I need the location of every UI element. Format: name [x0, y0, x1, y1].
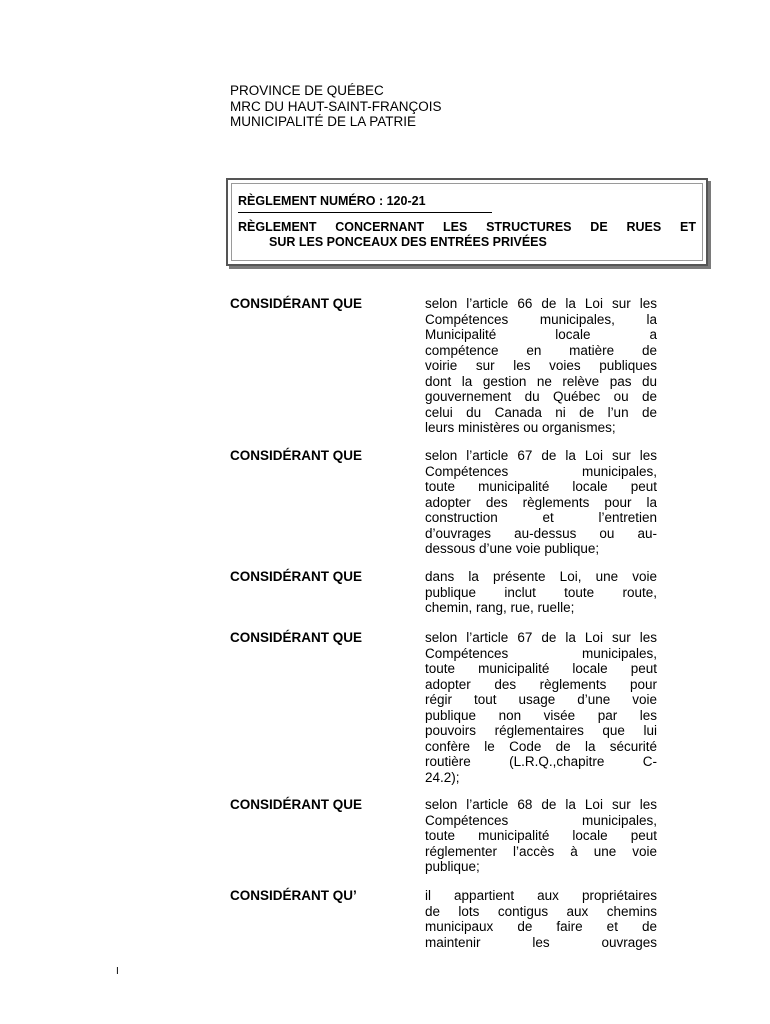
clause-text — [425, 797, 657, 875]
clause-text — [425, 569, 657, 616]
clause-line: toute municipalité locale peut — [425, 479, 657, 494]
clause-line: Municipalité locale a — [425, 327, 657, 342]
header-mrc: MRC DU HAUT-SAINT-FRANÇOIS — [230, 98, 442, 114]
clause-line: confère le Code de la sécurité — [425, 738, 657, 754]
header-province: PROVINCE DE QUÉBEC — [230, 83, 384, 98]
clause-label: CONSIDÉRANT QU’ — [230, 888, 357, 903]
clause-line: leurs ministères ou organismes; — [425, 420, 616, 435]
clause-line: réglementer l’accès à une voie — [425, 843, 657, 859]
regulation-title-line-2: SUR LES PONCEAUX DES ENTRÉES PRIVÉES — [269, 235, 547, 249]
clause-line: régir tout usage d’une voie — [425, 692, 657, 707]
clause-line: Compétences municipales, la — [425, 311, 657, 327]
clause-text — [425, 296, 657, 436]
regulation-number: RÈGLEMENT NUMÉRO : 120-21 — [238, 194, 426, 208]
clause-line: publique inclut toute route, — [425, 584, 657, 600]
clause-line: Compétences municipales, — [425, 645, 657, 661]
clause-label: CONSIDÉRANT QUE — [230, 797, 363, 812]
clause-line: adopter des règlements pour la — [425, 494, 657, 510]
clause-line: pouvoirs réglementaires que lui — [425, 723, 657, 738]
clause-line: voirie sur les voies publiques — [425, 358, 657, 373]
clause-line: publique; — [425, 859, 480, 874]
document-header — [230, 83, 442, 130]
clause-line: il appartient aux propriétaires — [425, 888, 657, 903]
clause-line: chemin, rang, rue, ruelle; — [425, 600, 575, 615]
regulation-title-line-1: RÈGLEMENT CONCERNANT LES STRUCTURES DE RUES ET — [238, 220, 696, 234]
clause-line: celui du Canada ni de l’un de — [425, 404, 657, 420]
clause-line: d’ouvrages au-dessus ou au- — [425, 525, 657, 541]
clause-text — [425, 888, 657, 950]
clause-line: adopter des règlements pour — [425, 676, 657, 692]
clause-label: CONSIDÉRANT QUE — [230, 296, 363, 311]
clause-label: CONSIDÉRANT QUE — [230, 630, 363, 645]
clause-line: gouvernement du Québec ou de — [425, 389, 657, 404]
clause-line: dont la gestion ne relève pas du — [425, 373, 657, 389]
clause-line: Compétences municipales, — [425, 812, 657, 828]
clause-line: toute municipalité locale peut — [425, 828, 657, 843]
regulation-title-box — [226, 178, 708, 266]
clause-line: selon l’article 67 de la Loi sur les — [425, 448, 657, 463]
regulation-title — [238, 220, 696, 250]
clause-line: dans la présente Loi, une voie — [425, 569, 657, 584]
page-mark: I — [116, 966, 119, 977]
clause-text — [425, 630, 657, 785]
clause-label: CONSIDÉRANT QUE — [230, 569, 363, 584]
clause-line: selon l’article 68 de la Loi sur les — [425, 797, 657, 812]
clause-text — [425, 448, 657, 557]
clause-line: dessous d’une voie publique; — [425, 541, 600, 556]
clause-line: toute municipalité locale peut — [425, 661, 657, 676]
clause-line: de lots contigus aux chemins — [425, 903, 657, 919]
clause-line: routière (L.R.Q.,chapitre C- — [425, 754, 657, 769]
header-municipality: MUNICIPALITÉ DE LA PATRIE — [230, 114, 417, 129]
clause-line: Compétences municipales, — [425, 463, 657, 479]
clause-line: maintenir les ouvrages — [425, 934, 657, 950]
clause-line: municipaux de faire et de — [425, 919, 657, 934]
clause-line: construction et l’entretien — [425, 510, 657, 525]
clause-line: publique non visée par les — [425, 707, 657, 723]
clause-line: selon l’article 66 de la Loi sur les — [425, 296, 657, 311]
clause-line: 24.2); — [425, 769, 460, 785]
clause-line: compétence en matière de — [425, 342, 657, 358]
regulation-number-rule — [238, 212, 492, 213]
clause-line: selon l’article 67 de la Loi sur les — [425, 630, 657, 645]
clause-label: CONSIDÉRANT QUE — [230, 448, 363, 463]
